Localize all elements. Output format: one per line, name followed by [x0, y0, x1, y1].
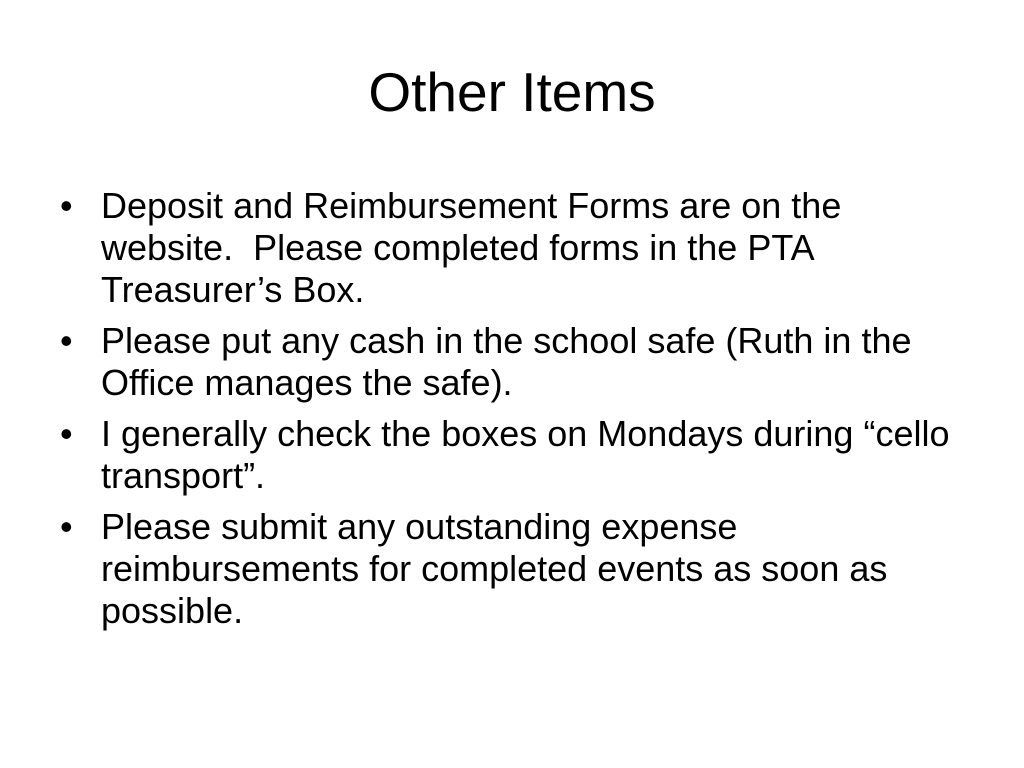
bullet-item	[58, 413, 958, 497]
bullet-icon: •	[60, 506, 73, 547]
slide-title: Other Items	[368, 61, 656, 123]
bullet-item	[58, 320, 958, 404]
bullet-item	[58, 185, 958, 311]
bullet-icon: •	[60, 320, 73, 361]
bullet-list	[58, 185, 958, 641]
bullet-icon: •	[60, 413, 73, 454]
bullet-text: I generally check the boxes on Mondays during “cello transport”.	[101, 413, 960, 496]
bullet-icon: •	[60, 185, 73, 226]
bullet-item	[58, 506, 958, 632]
bullet-text: Please put any cash in the school safe (Ruth in the Office manages the safe).	[101, 320, 922, 403]
bullet-text: Deposit and Reimbursement Forms are on the website. Please completed forms in the PTA Treasurer’s Box.	[101, 185, 852, 310]
bullet-text: Please submit any outstanding expense reimbursements for completed events as soon as possible.	[101, 506, 898, 631]
